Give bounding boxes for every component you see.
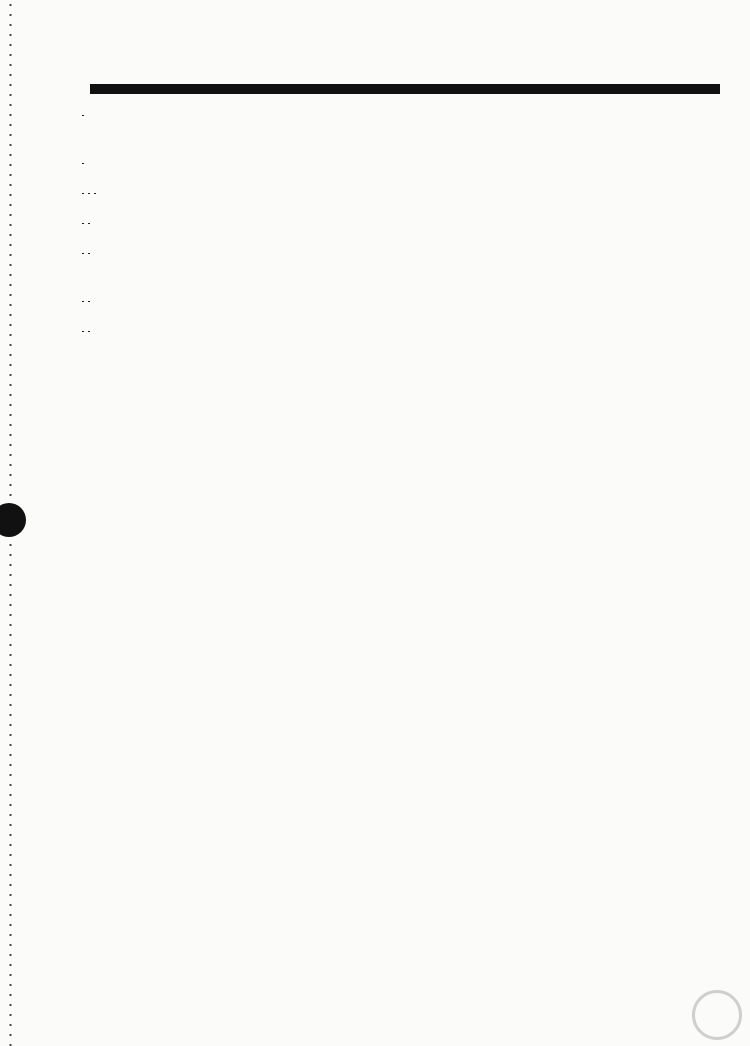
fraction [82, 163, 84, 164]
punch-hole [0, 503, 26, 537]
fraction [94, 193, 96, 194]
fraction [82, 331, 84, 332]
fraction [88, 253, 90, 254]
fraction [82, 193, 84, 194]
answer-item [60, 148, 700, 178]
answer-item [60, 238, 700, 268]
answer-item [60, 286, 700, 316]
watermark-badge-icon [692, 990, 742, 1040]
fraction [88, 223, 90, 224]
item-number [60, 100, 80, 130]
fraction [82, 115, 84, 116]
fraction [82, 301, 84, 302]
watermark [612, 990, 742, 1046]
header-rule [90, 84, 720, 94]
answer-item [60, 100, 700, 130]
fraction [82, 253, 84, 254]
fraction [88, 301, 90, 302]
fraction [88, 331, 90, 332]
fraction [88, 193, 90, 194]
answer-item [60, 208, 700, 238]
answer-item [60, 316, 700, 346]
answer-item [60, 178, 700, 208]
fraction [82, 223, 84, 224]
answer-content [60, 100, 700, 346]
